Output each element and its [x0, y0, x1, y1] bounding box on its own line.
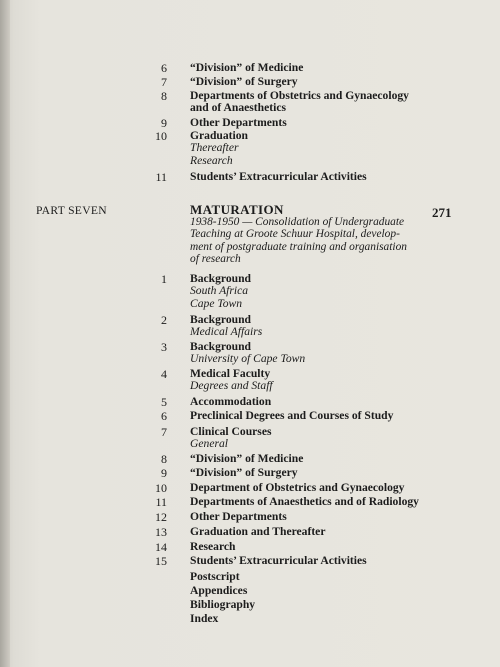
part-description-line: 1938-1950 — Consolidation of Undergraduate — [190, 216, 405, 228]
toc-entry-heading: Medical Faculty — [190, 367, 271, 380]
toc-entry-text — [190, 410, 420, 422]
toc-entry-number: 6 — [161, 61, 167, 75]
toc-entry-number: 13 — [155, 525, 167, 539]
toc-entry-text — [190, 613, 420, 625]
toc-entry-number: 7 — [161, 75, 167, 89]
toc-entry-subheading: Thereafter — [190, 141, 239, 155]
toc-entry-heading: Background — [190, 340, 251, 353]
toc-entry-text — [190, 599, 420, 611]
page-gutter-shadow — [0, 0, 10, 667]
toc-entry-number: 5 — [161, 395, 167, 409]
toc-entry-text — [190, 130, 420, 167]
toc-entry-subheading: Research — [190, 153, 233, 167]
toc-entry-number: 14 — [155, 540, 167, 554]
toc-entry-number: 4 — [161, 367, 167, 381]
toc-entry-number: 1 — [161, 272, 167, 286]
toc-entry-text — [190, 76, 420, 88]
part-description-line: ment of postgraduate training and organisation — [190, 240, 407, 253]
toc-entry-text — [190, 368, 420, 393]
toc-entry-number: 3 — [161, 340, 167, 354]
toc-entry-heading: Postscript — [190, 570, 240, 583]
part-label: PART SEVEN — [36, 204, 107, 217]
toc-entry-text — [190, 555, 420, 567]
toc-entry-number: 10 — [155, 129, 167, 143]
toc-entry-heading: Bibliography — [190, 598, 256, 611]
toc-entry-heading: Other Departments — [190, 510, 287, 523]
part-description-line: of research — [190, 253, 241, 266]
toc-entry-number: 10 — [155, 481, 167, 495]
toc-entry-subheading: Cape Town — [190, 296, 243, 310]
toc-entry-heading: Graduation — [190, 129, 248, 142]
part-description — [190, 216, 430, 266]
toc-entry-heading: Departments of Obstetrics and Gynaecology — [190, 89, 409, 102]
toc-entry-heading: Research — [190, 540, 236, 553]
toc-entry-text — [190, 62, 420, 74]
toc-entry-text — [190, 585, 420, 597]
toc-entry-text — [190, 453, 420, 465]
toc-entry-text — [190, 117, 420, 129]
part-title: MATURATION — [190, 202, 284, 217]
toc-entry-text — [190, 511, 420, 523]
toc-entry-subheading: General — [190, 437, 228, 451]
toc-entry-heading: Other Departments — [190, 116, 287, 129]
toc-entry-heading: “Division” of Medicine — [190, 61, 304, 74]
toc-entry-subheading: University of Cape Town — [190, 352, 306, 366]
toc-entry-heading: “Division” of Surgery — [190, 466, 298, 479]
toc-entry-text — [190, 426, 420, 451]
toc-entry-text — [190, 496, 420, 508]
toc-entry-text — [190, 171, 420, 183]
toc-entry-subheading: South Africa — [190, 284, 249, 298]
toc-entry-number: 9 — [161, 466, 167, 480]
toc-entry-number: 2 — [161, 313, 167, 327]
toc-entry-number: 8 — [161, 89, 167, 103]
toc-entry-number: 11 — [155, 495, 167, 509]
toc-entry-heading: Accommodation — [190, 395, 272, 408]
toc-entry-heading: Departments of Anaesthetics and of Radiology — [190, 495, 419, 508]
toc-entry-heading: Background — [190, 313, 251, 326]
toc-entry-heading: Index — [190, 612, 219, 625]
toc-entry-number: 7 — [161, 425, 167, 439]
toc-entry-number: 6 — [161, 409, 167, 423]
toc-entry-text — [190, 541, 420, 553]
toc-entry-heading: Background — [190, 272, 251, 285]
toc-entry-text — [190, 482, 420, 494]
toc-entry-text — [190, 273, 420, 310]
toc-entry-heading: “Division” of Surgery — [190, 75, 298, 88]
toc-entry-subheading: Degrees and Staff — [190, 379, 273, 393]
toc-entry-text — [190, 314, 420, 339]
toc-entry-heading: Students’ Extracurricular Activities — [190, 170, 367, 183]
toc-entry-number: 12 — [155, 510, 167, 524]
toc-entry-text — [190, 467, 420, 479]
toc-entry-number: 8 — [161, 452, 167, 466]
toc-entry-number: 15 — [155, 554, 167, 568]
toc-entry-text — [190, 526, 420, 538]
toc-entry-heading: and of Anaesthetics — [190, 101, 286, 115]
toc-entry-heading: Students’ Extracurricular Activities — [190, 554, 367, 567]
toc-entry-heading: Appendices — [190, 584, 248, 597]
part-description-line: Teaching at Groote Schuur Hospital, develop- — [190, 228, 400, 241]
toc-entry-heading: Department of Obstetrics and Gynaecology — [190, 481, 405, 494]
toc-entry-heading: Preclinical Degrees and Courses of Study — [190, 409, 394, 422]
toc-entry-heading: Clinical Courses — [190, 425, 272, 438]
toc-entry-text — [190, 341, 420, 366]
toc-entry-text — [190, 396, 420, 408]
toc-entry-number: 11 — [155, 170, 167, 184]
toc-entry-text — [190, 571, 420, 583]
part-page-number: 271 — [432, 205, 452, 220]
toc-entry-number: 9 — [161, 116, 167, 130]
toc-entry-heading: Graduation and Thereafter — [190, 525, 326, 538]
toc-entry-heading: “Division” of Medicine — [190, 452, 304, 465]
toc-entry-subheading: Medical Affairs — [190, 325, 263, 339]
toc-entry-text — [190, 90, 420, 115]
